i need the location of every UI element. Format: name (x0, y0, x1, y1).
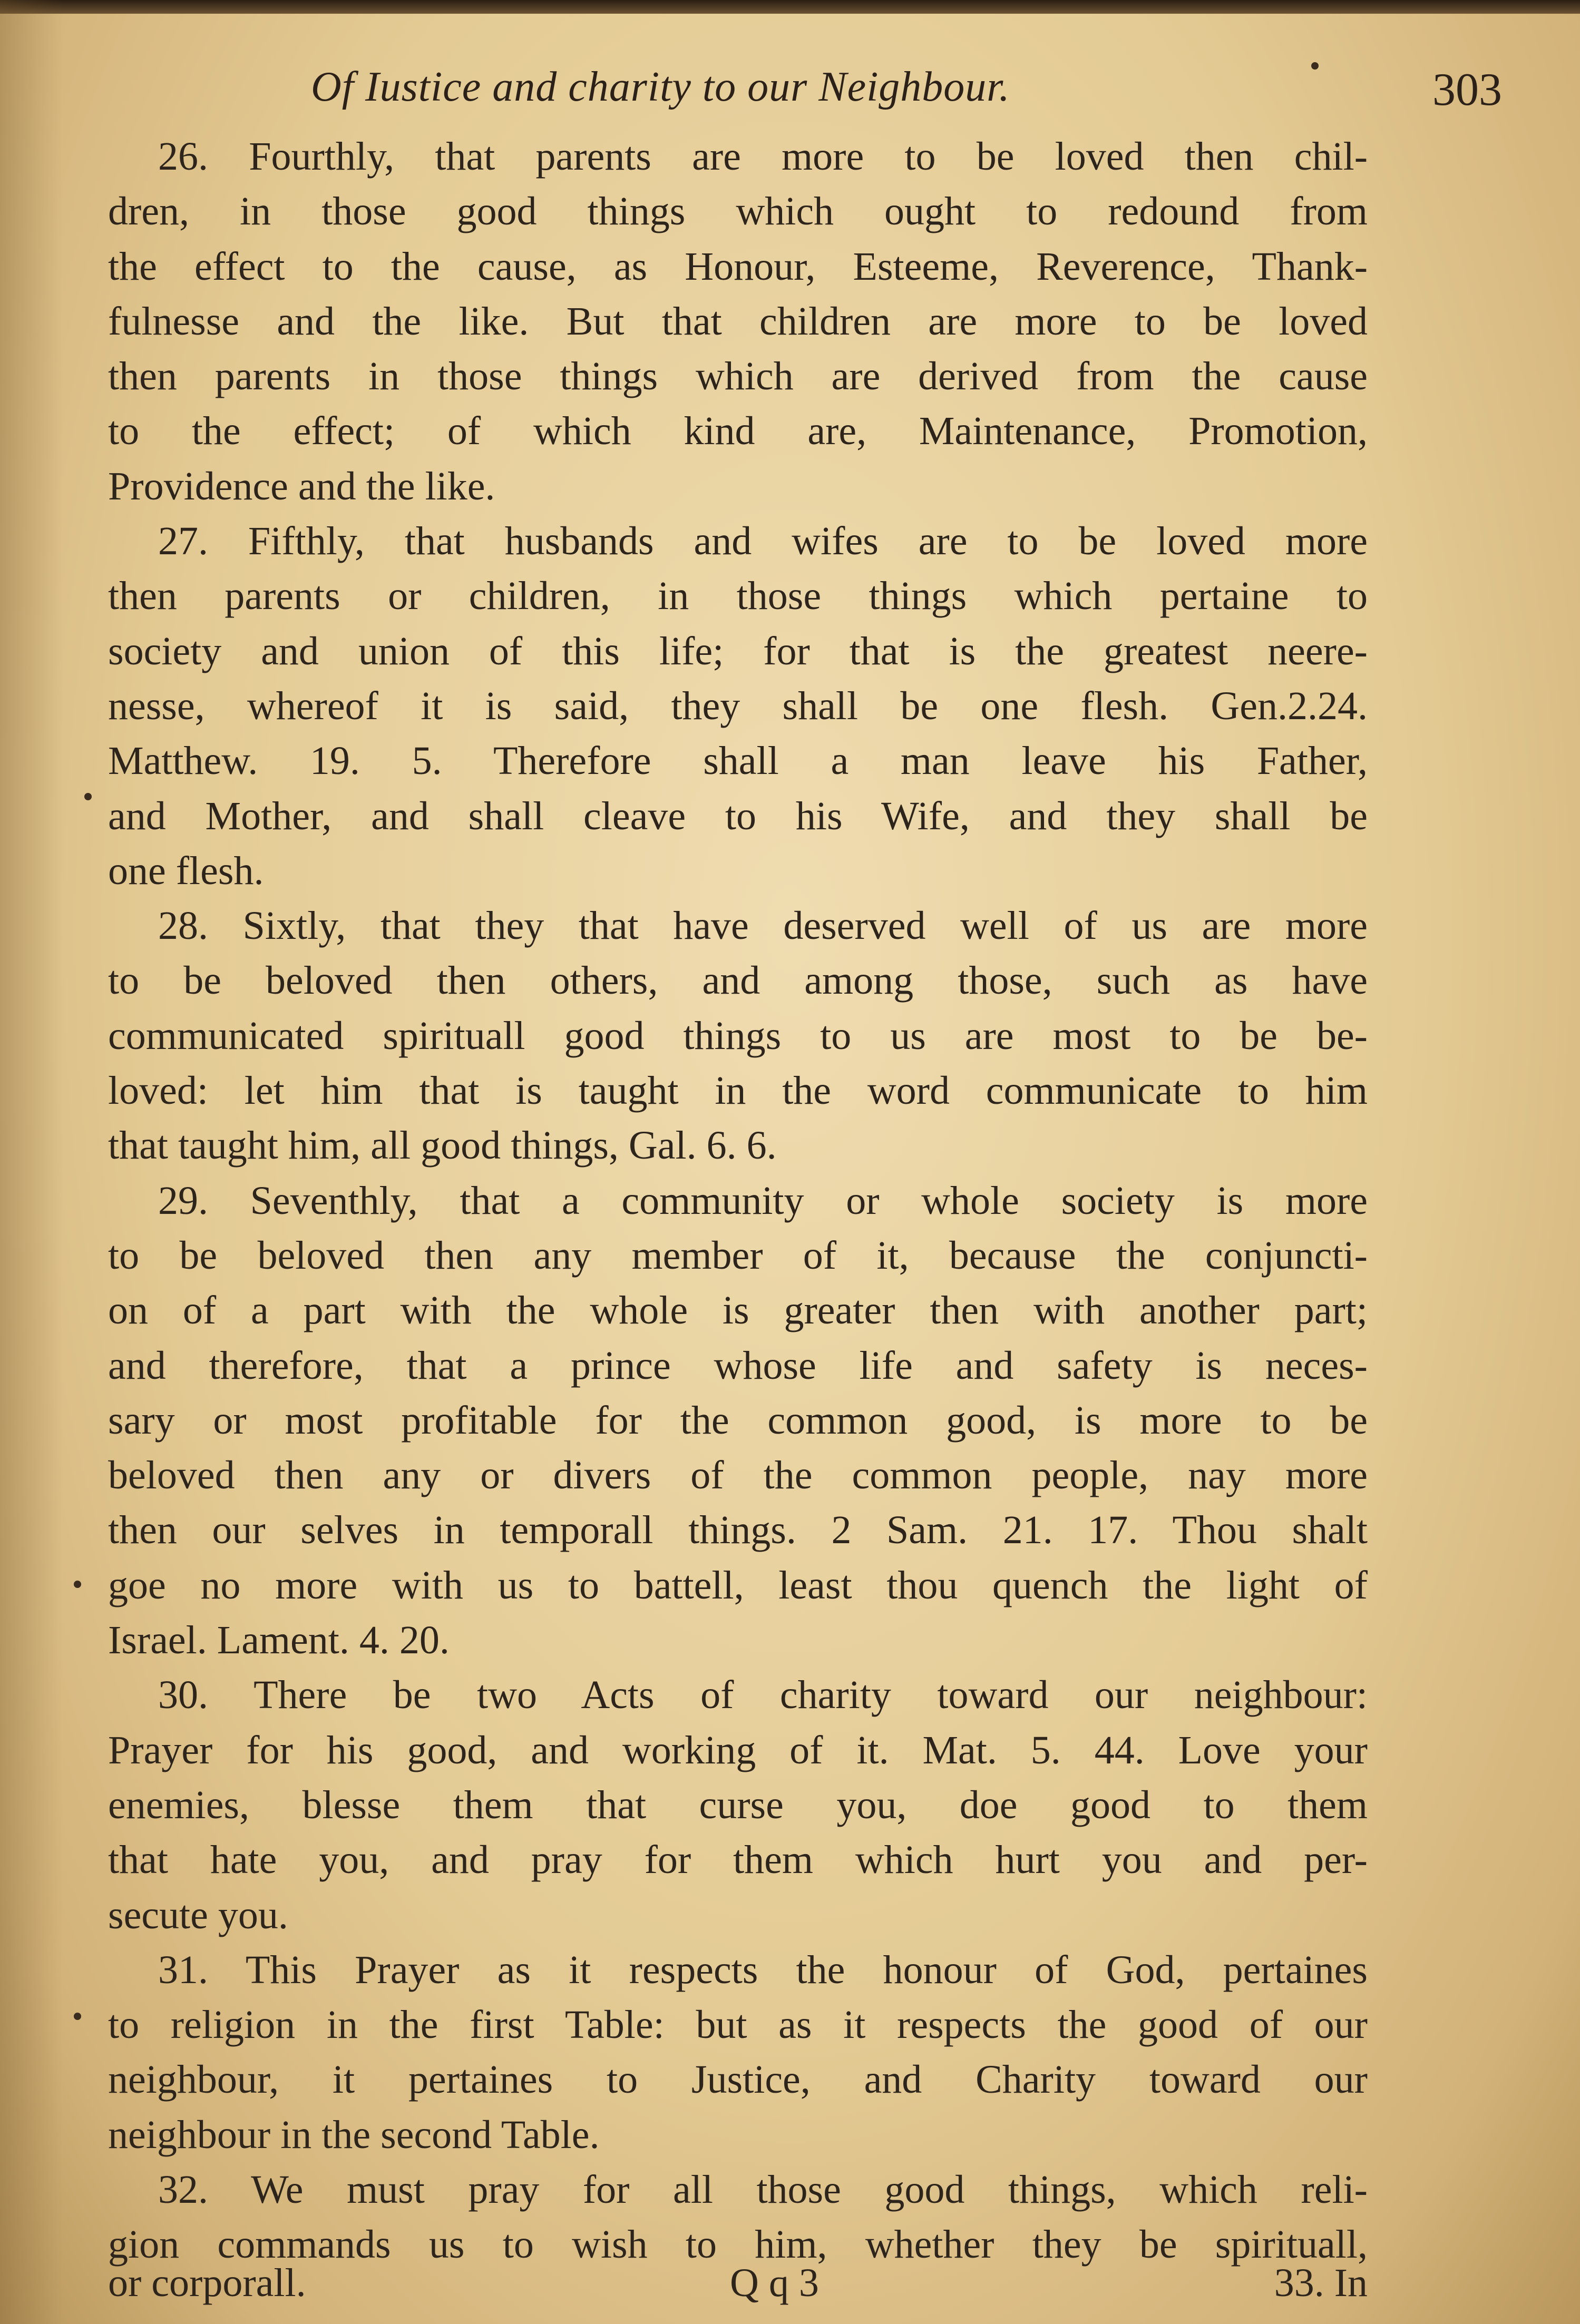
text-line: that hate you, and pray for them which hurt you and per- (108, 1838, 1368, 1882)
running-title: Of Iustice and charity to our Neighbour. (311, 64, 1010, 110)
ink-dot-mark (1311, 62, 1319, 70)
text-line: loved: let him that is taught in the word communicate to him (108, 1068, 1368, 1113)
text-line: 26. Fourthly, that parents are more to be loved then chil- (158, 134, 1368, 179)
text-line: that taught him, all good things, Gal. 6. 6. (108, 1123, 777, 1168)
text-line: gion commands us to wish to him, whether they be spirituall, (108, 2222, 1368, 2267)
text-line: to be beloved then others, and among those, such as have (108, 958, 1368, 1003)
text-line: and Mother, and shall cleave to his Wife, and they shall be (108, 793, 1368, 838)
page-top-edge (0, 0, 1580, 14)
body-text (108, 129, 1368, 2272)
text-line: 28. Sixtly, that they that have deserved well of us are more (158, 904, 1368, 948)
text-line: then our selves in temporall things. 2 Sam. 21. 17. Thou shalt (108, 1508, 1368, 1553)
ink-dot-mark (84, 793, 92, 800)
ink-dot-mark (74, 1581, 81, 1588)
page-number: 303 (1432, 64, 1502, 115)
text-line: one flesh. (108, 848, 264, 893)
text-line: to be beloved then any member of it, because the conjuncti- (108, 1233, 1368, 1278)
text-line: to the effect; of which kind are, Maintenance, Promotion, (108, 409, 1368, 454)
text-line: then parents or children, in those things which pertaine to (108, 574, 1368, 619)
text-line: on of a part with the whole is greater then with another part; (108, 1288, 1368, 1333)
text-line: beloved then any or divers of the common people, nay more (108, 1453, 1368, 1498)
final-text-line: or corporall. (108, 2261, 306, 2305)
text-line: 32. We must pray for all those good things, which reli- (158, 2167, 1368, 2212)
page-header (311, 63, 1523, 126)
ink-dot-mark (74, 2013, 81, 2020)
text-line: dren, in those good things which ought to redound from (108, 189, 1368, 234)
signature-mark: Q q 3 (730, 2261, 819, 2305)
text-line: neighbour, it pertaines to Justice, and Charity toward our (108, 2057, 1368, 2102)
text-line: communicated spirituall good things to us are most to be be- (108, 1013, 1368, 1058)
text-line: nesse, whereof it is said, they shall be one flesh. Gen.2.24. (108, 683, 1368, 728)
text-line: secute you. (108, 1892, 288, 1937)
text-line: Providence and the like. (108, 464, 495, 508)
text-line: sary or most profitable for the common good, is more to be (108, 1398, 1368, 1443)
text-line: Prayer for his good, and working of it. Mat. 5. 44. Love your (108, 1728, 1368, 1772)
text-line: Matthew. 19. 5. Therefore shall a man leave his Father, (108, 739, 1368, 783)
text-line: fulnesse and the like. But that children are more to be loved (108, 299, 1368, 344)
text-line: to religion in the first Table: but as it respects the good of our (108, 2003, 1368, 2047)
text-line: society and union of this life; for that is the greatest neere- (108, 629, 1368, 673)
text-line: the effect to the cause, as Honour, Esteeme, Reverence, Thank- (108, 244, 1368, 289)
text-line: 30. There be two Acts of charity toward our neighbour: (158, 1673, 1368, 1718)
page-footer (108, 2260, 1368, 2318)
text-line: and therefore, that a prince whose life and safety is neces- (108, 1343, 1368, 1388)
text-line: 27. Fifthly, that husbands and wifes are to be loved more (158, 519, 1368, 564)
text-line: neighbour in the second Table. (108, 2112, 600, 2157)
text-line: 31. This Prayer as it respects the honour of God, pertaines (158, 1947, 1368, 1992)
catchword: 33. In (1274, 2261, 1368, 2305)
text-line: goe no more with us to battell, least thou quench the light of (108, 1563, 1368, 1607)
text-line: 29. Seventhly, that a community or whole society is more (158, 1178, 1368, 1223)
text-line: then parents in those things which are derived from the cause (108, 354, 1368, 399)
spine-shadow (0, 0, 63, 2324)
text-line: enemies, blesse them that curse you, doe good to them (108, 1782, 1368, 1827)
text-line: Israel. Lament. 4. 20. (108, 1618, 450, 1663)
